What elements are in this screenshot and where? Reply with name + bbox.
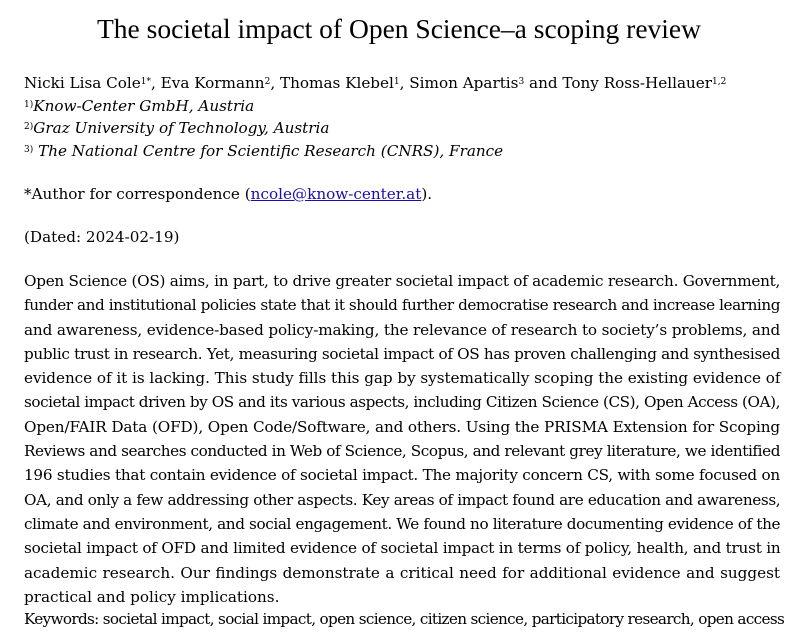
affiliation-text: The National Centre for Scientific Research (CNRS), France bbox=[33, 142, 504, 160]
abstract-line: OA, and only a few addressing other aspects. Key areas of impact found are education and awareness, bbox=[24, 490, 781, 509]
affiliation-mark: 3) bbox=[24, 145, 34, 155]
affiliation-2 bbox=[24, 118, 329, 138]
affiliation-text: Know-Center GmbH, Austria bbox=[33, 97, 255, 115]
abstract-line: and awareness, evidence-based policy-making, the relevance of research to society’s problems, and bbox=[24, 320, 781, 339]
affiliation-mark: 1) bbox=[24, 100, 34, 110]
keywords-line: Keywords: societal impact, social impact, open science, citizen science, participatory research, open access bbox=[24, 610, 785, 628]
abstract-line: public trust in research. Yet, measuring societal impact of OS has proven challenging and synthesised bbox=[24, 344, 780, 363]
affiliation-mark: 2) bbox=[24, 122, 34, 132]
author: Nicki Lisa Cole$^{1*}$, bbox=[24, 74, 161, 92]
abstract-line: Reviews and searches conducted in Web of Science, Scopus, and relevant grey literature, we identified bbox=[24, 442, 781, 461]
author-superscript: 3 bbox=[518, 77, 525, 87]
author-superscript: 1,2 bbox=[712, 77, 727, 87]
correspondence-line: *Author for correspondence (ncole@know-center.at). bbox=[24, 185, 433, 203]
author: Eva Kormann$^2$, bbox=[160, 74, 280, 92]
abstract-line: climate and environment, and social engagement. We found no literature documenting evidence of the bbox=[24, 514, 781, 533]
author-superscript: 1* bbox=[140, 77, 152, 87]
abstract bbox=[24, 269, 780, 609]
abstract-line: societal impact of OFD and limited evidence of societal impact in terms of policy, health, and trust in bbox=[24, 539, 781, 558]
abstract-line: evidence of it is lacking. This study fills this gap by systematically scoping the existing evidence of bbox=[24, 369, 781, 388]
author-superscript: 2 bbox=[264, 77, 271, 87]
abstract-line: Open/FAIR Data (OFD), Open Code/Software, and others. Using the PRISMA Extension for Scoping bbox=[24, 417, 780, 436]
abstract-line: societal impact driven by OS and its various aspects, including Citizen Science (CS), Open Access (OA), bbox=[24, 393, 780, 412]
abstract-line: academic research. Our findings demonstrate a critical need for additional evidence and suggest bbox=[24, 563, 780, 582]
paper-title: The societal impact of Open Science–a scoping review bbox=[96, 13, 701, 44]
abstract-line: 196 studies that contain evidence of societal impact. The majority concern CS, with some focused on bbox=[24, 466, 780, 485]
author-list bbox=[24, 73, 726, 93]
correspondence-email-link[interactable]: ncole@know-center.at bbox=[250, 185, 422, 203]
date-line: (Dated: 2024-02-19) bbox=[24, 228, 180, 246]
abstract-line: practical and policy implications. bbox=[24, 587, 280, 606]
abstract-line: funder and institutional policies state that it should further democratise research and increase learning bbox=[24, 296, 780, 315]
affiliation-text: Graz University of Technology, Austria bbox=[33, 119, 330, 137]
affiliation-1 bbox=[24, 96, 254, 116]
author: Tony Ross-Hellauer$^{1,2}$ bbox=[562, 74, 727, 92]
author: Simon Apartis$^3$ and bbox=[409, 74, 563, 92]
abstract-line: Open Science (OS) aims, in part, to drive greater societal impact of academic research. Government, bbox=[24, 272, 781, 290]
affiliation-3 bbox=[24, 141, 503, 161]
author: Thomas Klebel$^1$, bbox=[279, 74, 410, 92]
author-superscript: 1 bbox=[393, 77, 400, 87]
